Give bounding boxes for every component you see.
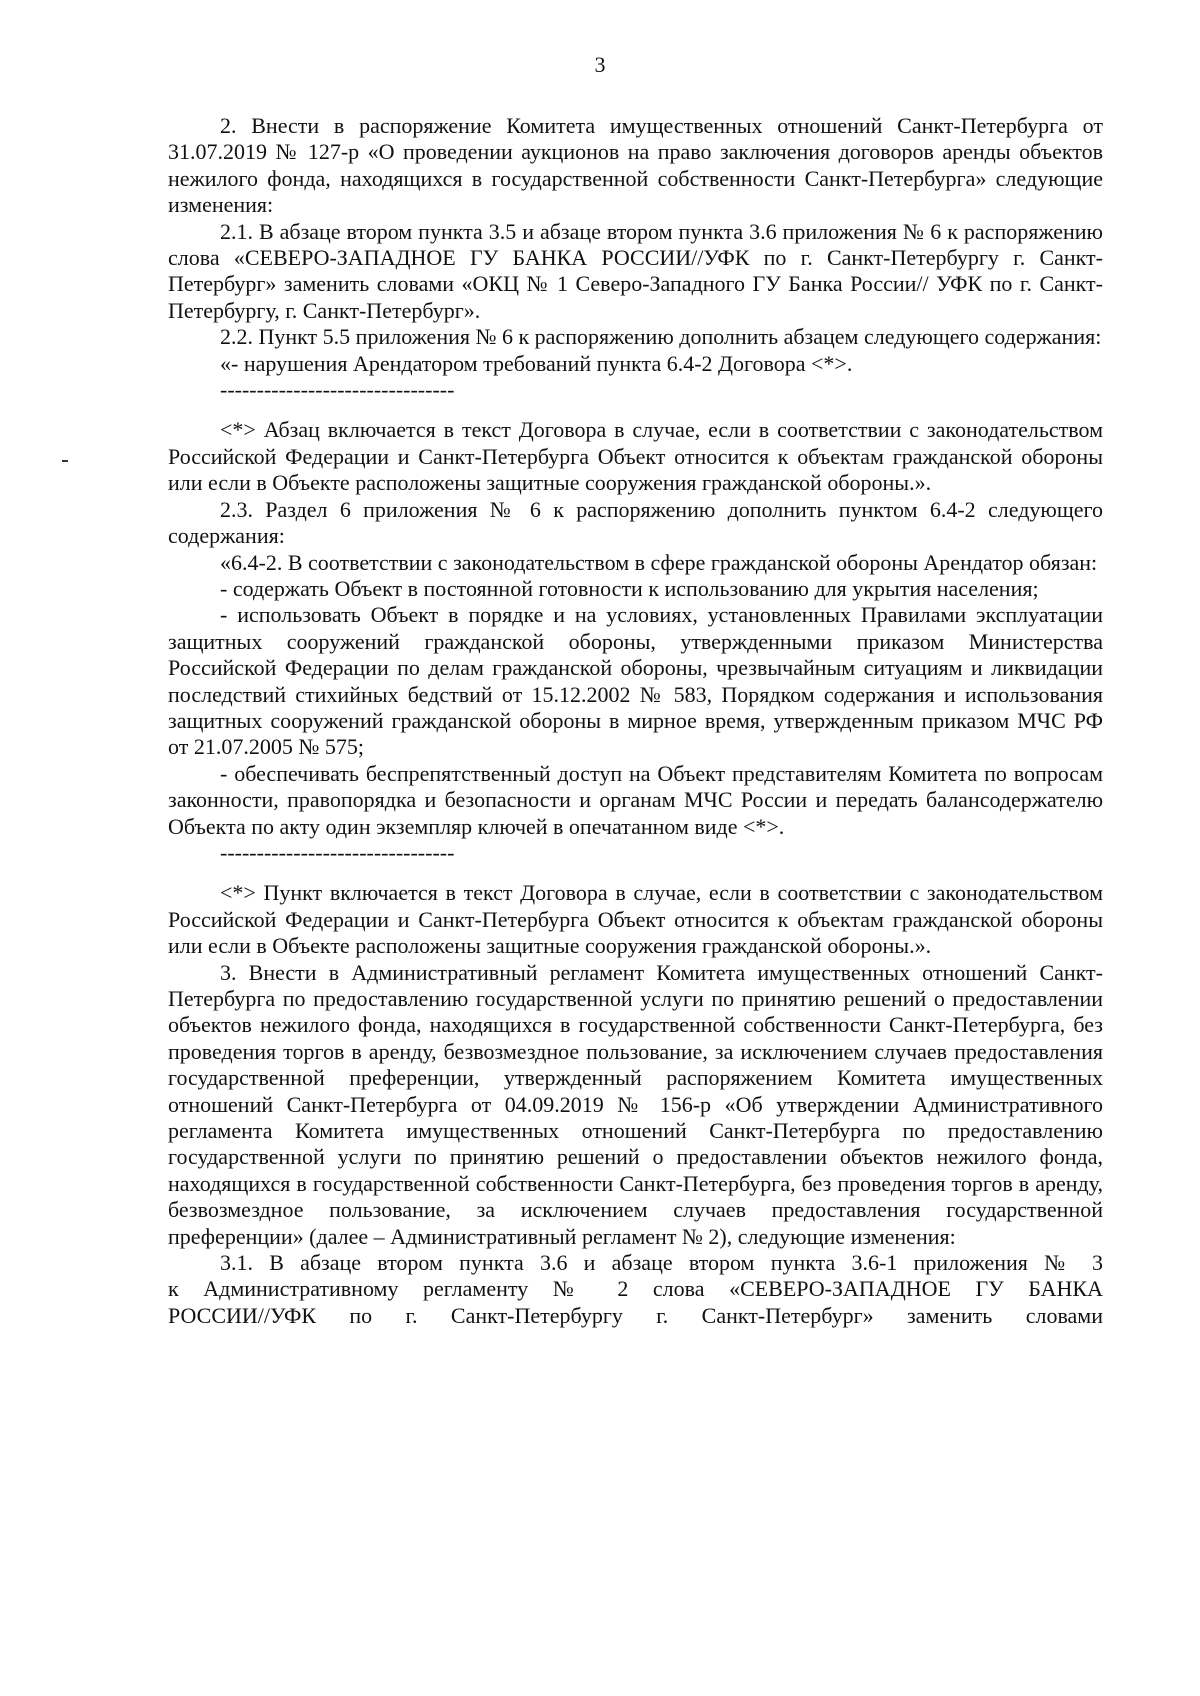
- paragraph-3-1-line: к Административному регламенту № 2 слова «СЕВЕРО-ЗАПАДНОЕ ГУ БАНКА: [168, 1276, 1103, 1302]
- paragraph-6-4-2: «6.4-2. В соответствии с законодательством в сфере гражданской обороны Арендатор обязан:: [220, 549, 1098, 575]
- footnote-2: <*> Пункт включается в текст Договора в случае, если в соответствии с законодательством Российской Федерации и Санкт-Петербурга Объект относится к объектам гражданской обороны или если в Объекте расположены защитные сооружения гражданской обороны.».: [168, 880, 1103, 959]
- paragraph-3: 3. Внести в Административный регламент Комитета имущественных отношений Санкт-Петербурга по предоставлению государственной услуги по принятию решений о предоставлении объектов нежилого фонда, находящихся в государственной собственности Санкт-Петербурга, без проведения торгов в аренду, безвозмездное пользование, за исключением случаев предоставления государственной преференции, утвержденный распоряжением Комитета имущественных отношений Санкт-Петербурга от 04.09.2019 № 156-р «Об утверждении Административного регламента Комитета имущественных отношений Санкт-Петербурга по предоставлению государственной услуги по принятию решений о предоставлении объектов нежилого фонда, находящихся в государственной собственности Санкт-Петербурга, без проведения торгов в аренду, безвозмездное пользование, за исключением случаев предоставления государственной преференции» (далее – Административный регламент № 2), следующие изменения:: [168, 959, 1103, 1249]
- document-body: [168, 113, 1103, 1329]
- margin-mark: [62, 460, 68, 462]
- footnote-rule: --------------------------------: [220, 377, 455, 403]
- page-number: 3: [594, 52, 606, 77]
- paragraph-2-3: 2.3. Раздел 6 приложения № 6 к распоряжению дополнить пунктом 6.4-2 следующего содержания:: [168, 496, 1103, 549]
- duty-item-1: - содержать Объект в постоянной готовности к использованию для укрытия населения;: [220, 575, 1039, 601]
- paragraph-2-2: 2.2. Пункт 5.5 приложения № 6 к распоряжению дополнить абзацем следующего содержания:: [220, 324, 1102, 350]
- paragraph-2-1: 2.1. В абзаце втором пункта 3.5 и абзаце втором пункта 3.6 приложения № 6 к распоряжению слова «СЕВЕРО-ЗАПАДНОЕ ГУ БАНКА РОССИИ//УФК по г. Санкт-Петербургу г. Санкт-Петербург» заменить словами «ОКЦ № 1 Северо-Западного ГУ Банка России// УФК по г. Санкт-Петербургу, г. Санкт-Петербург».: [168, 218, 1103, 323]
- paragraph-3-1-line: РОССИИ//УФК по г. Санкт-Петербургу г. Санкт-Петербург» заменить словами: [168, 1302, 1103, 1328]
- duty-item-3: - обеспечивать беспрепятственный доступ на Объект представителям Комитета по вопросам законности, правопорядка и безопасности и органам МЧС России и передать балансодержателю Объекта по акту один экземпляр ключей в опечатанном виде <*>.: [168, 760, 1103, 839]
- duty-item-2: - использовать Объект в порядке и на условиях, установленных Правилами эксплуатации защитных сооружений гражданской обороны, утвержденными приказом Министерства Российской Федерации по делам гражданской обороны, чрезвычайным ситуациям и ликвидации последствий стихийных бедствий от 15.12.2002 № 583, Порядком содержания и использования защитных сооружений гражданской обороны в мирное время, утвержденным приказом МЧС РФ от 21.07.2005 № 575;: [168, 602, 1103, 760]
- paragraph-2: 2. Внести в распоряжение Комитета имущественных отношений Санкт-Петербурга от 31.07.2019 № 127-р «О проведении аукционов на право заключения договоров аренды объектов нежилого фонда, находящихся в государственной собственности Санкт-Петербурга» следующие изменения:: [168, 113, 1103, 218]
- footnote-rule: --------------------------------: [220, 839, 455, 865]
- paragraph-2-2-quote: «- нарушения Арендатором требований пункта 6.4-2 Договора <*>.: [220, 350, 853, 376]
- footnote-1: <*> Абзац включается в текст Договора в случае, если в соответствии с законодательством Российской Федерации и Санкт-Петербурга Объект относится к объектам гражданской обороны или если в Объекте расположены защитные сооружения гражданской обороны.».: [168, 417, 1103, 496]
- paragraph-3-1-line: 3.1. В абзаце втором пункта 3.6 и абзаце втором пункта 3.6-1 приложения № 3: [220, 1250, 1103, 1276]
